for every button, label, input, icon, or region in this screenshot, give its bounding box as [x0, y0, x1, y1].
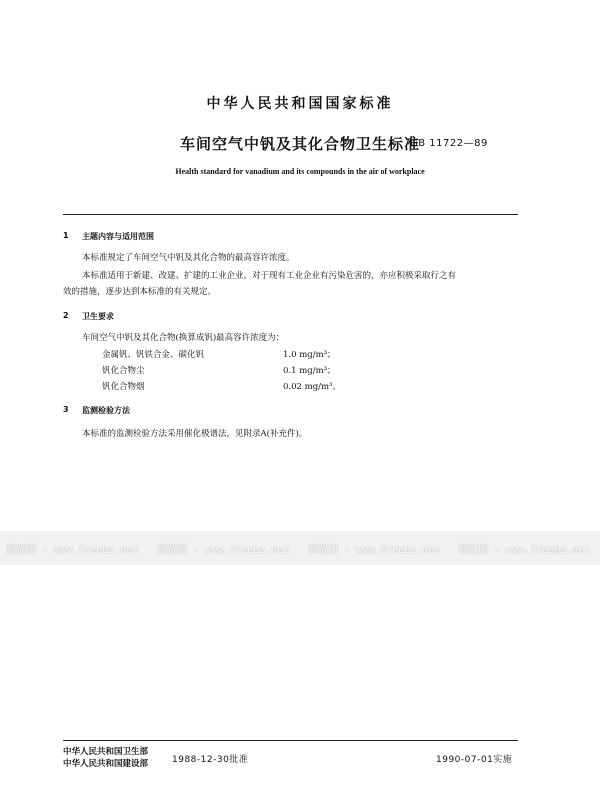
- section-1-paragraph: 效的措施，逐步达到本标准的有关规定。: [63, 287, 217, 297]
- section-2-intro: 车间空气中钒及其化合物(换算成钒)最高容许浓度为：: [82, 333, 285, 343]
- standard-title-english: Health standard for vanadium and its compounds in the air of workplace: [175, 167, 425, 176]
- national-standard-heading: 中华人民共和国国家标准: [206, 96, 394, 112]
- section-2-title: 卫生要求: [82, 312, 114, 321]
- limit-item-value: 1.0 mg/m³；: [283, 350, 336, 360]
- footer-divider: [63, 740, 518, 741]
- section-1-paragraph: 本标准适用于新建、改建、扩建的工业企业。对于现有工业企业有污染危害的，亦应积极采取行之有: [82, 271, 457, 281]
- limit-item-value: 0.02 mg/m³。: [283, 382, 341, 392]
- section-3-paragraph: 本标准的监测检验方法采用催化极谱法，见附录A(补充件)。: [82, 429, 308, 439]
- watermark-text: 预览图 - www.freebz.net: [308, 545, 441, 556]
- limit-item-name: 钒化合物尘: [102, 366, 145, 376]
- watermark-text: 预览图 - www.freebz.net: [458, 545, 591, 556]
- section-3-title: 监测检验方法: [82, 406, 130, 415]
- limit-item-name: 钒化合物烟: [102, 382, 145, 392]
- watermark-text: 预览图 - www.freebz.net: [6, 545, 139, 556]
- section-3-number: 3: [63, 405, 69, 414]
- approval-date: 1988-12-30批准: [172, 755, 249, 765]
- watermark-text: 预览图 - www.freebz.net: [157, 545, 290, 556]
- section-1-number: 1: [63, 231, 69, 240]
- limit-item-value: 0.1 mg/m³；: [283, 366, 336, 376]
- header-divider: [63, 214, 518, 215]
- section-1-title: 主题内容与适用范围: [82, 232, 154, 241]
- issuing-ministry-construction: 中华人民共和国建设部: [63, 759, 149, 769]
- implementation-date: 1990-07-01实施: [436, 755, 513, 765]
- section-1-paragraph: 本标准规定了车间空气中钒及其化合物的最高容许浓度。: [82, 253, 295, 263]
- limit-item-name: 金属钒、钒铁合金、碳化钒: [102, 350, 205, 360]
- standard-title-chinese: 车间空气中钒及其化合物卫生标准: [179, 135, 420, 153]
- section-2-number: 2: [63, 311, 69, 320]
- issuing-ministry-health: 中华人民共和国卫生部: [63, 747, 149, 757]
- standard-code: GB 11722—89: [410, 138, 488, 149]
